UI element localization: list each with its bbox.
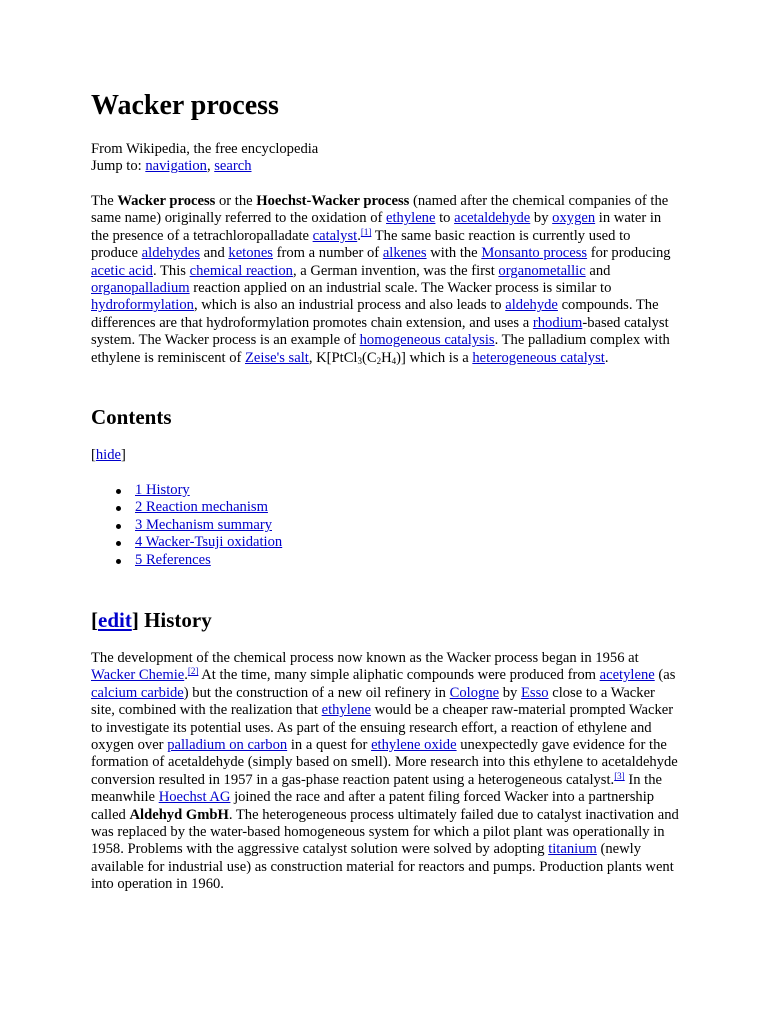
toc-item bbox=[91, 534, 282, 551]
source-line: From Wikipedia, the free encyclopedia bbox=[91, 141, 319, 157]
link-wacker-chemie[interactable]: Wacker Chemie bbox=[91, 667, 185, 684]
link-alkenes[interactable]: alkenes bbox=[382, 245, 427, 262]
jump-separator: , bbox=[206, 158, 215, 175]
toc-item bbox=[91, 482, 282, 499]
search-link[interactable]: search bbox=[214, 158, 252, 175]
link-cologne[interactable]: Cologne bbox=[449, 684, 500, 701]
toc-item bbox=[91, 499, 282, 516]
history-paragraph: The development of the chemical process now known as the Wacker process began in 1956 at Wacker Chemie.[2] At the time, many simple aliphatic compounds were produced from acetylene (as calcium carbide) but the construction of a new oil refinery in Cologne by Esso close to a Wacker site, combined with the realization that ethylene would be a cheaper raw-material prompted Wacker to investigate its potential uses. As part of the ensuing research effort, a reaction of ethylene and oxygen over palladium on carbon in a quest for ethylene oxide unexpectedly gave evidence for the formation of acetaldehyde (simply based on smell). More research into this ethylene to acetaldehyde conversion resulted in 1957 in a gas-phase reaction patent using a heterogeneous catalyst.[3] In the meanwhile Hoechst AG joined the race and after a patent filing forced Wacker into a partnership called Aldehyd GmbH. The heterogeneous process ultimately failed due to catalyst inactivation and was replaced by the water-based homogeneous system for which a pilot plant was operationally in 1958. Problems with the aggressive catalyst solution were solved by adopting titanium (newly available for industrial use) as construction material for reactors and pumps. Production plants went into operation in 1960. bbox=[91, 650, 679, 893]
link-monsanto-process[interactable]: Monsanto process bbox=[481, 245, 588, 262]
link-hoechst-ag[interactable]: Hoechst AG bbox=[158, 789, 231, 806]
bullet-icon bbox=[116, 541, 121, 546]
link-calcium-carbide[interactable]: calcium carbide bbox=[91, 684, 184, 701]
link-organopalladium[interactable]: organopalladium bbox=[91, 280, 190, 297]
intro-paragraph: The Wacker process or the Hoechst-Wacker process (named after the chemical companies of the same name) originally referred to the oxidation of ethylene to acetaldehyde by oxygen in water in the presence of a tetrachloropalladate catalyst.[1] The same basic reaction is currently used to produce aldehydes and ketones from a number of alkenes with the Monsanto process for producing acetic acid. This chemical reaction, a German invention, was the first organometallic and organopalladium reaction applied on an industrial scale. The Wacker process is similar to hydroformylation, which is also an industrial process and also leads to aldehyde compounds. The differences are that hydroformylation promotes chain extension, and uses a rhodium-based catalyst system. The Wacker process is an example of homogeneous catalysis. The palladium complex with ethylene is reminiscent of Zeise's salt, $K[PtCl_3(C_2H_4)]$ which is a heterogeneous catalyst. bbox=[91, 193, 671, 366]
term-aldehyd-gmbh: Aldehyd GmbH bbox=[129, 806, 229, 823]
toc-link-references[interactable]: 5 References bbox=[135, 551, 211, 568]
link-rhodium[interactable]: rhodium bbox=[532, 314, 583, 331]
toc-link-reaction-mechanism[interactable]: 2 Reaction mechanism bbox=[135, 499, 268, 516]
link-organometallic[interactable]: organometallic bbox=[498, 262, 586, 279]
bullet-icon bbox=[116, 524, 121, 529]
toc-link-history[interactable]: 1 History bbox=[135, 482, 190, 498]
toc-toggle: [hide] bbox=[91, 447, 126, 463]
link-oxygen[interactable]: oxygen bbox=[552, 210, 596, 227]
term-hoechst-wacker: Hoechst-Wacker process bbox=[256, 193, 410, 209]
link-ethylene[interactable]: ethylene bbox=[386, 210, 436, 227]
bullet-icon bbox=[116, 559, 121, 564]
link-ethylene-2[interactable]: ethylene bbox=[321, 702, 372, 719]
article-subtitle bbox=[91, 141, 681, 176]
link-acetic-acid[interactable]: acetic acid bbox=[91, 262, 153, 279]
link-ketones[interactable]: ketones bbox=[228, 245, 273, 262]
term-wacker-process: Wacker process bbox=[117, 193, 216, 209]
link-titanium[interactable]: titanium bbox=[548, 841, 597, 858]
edit-link[interactable]: edit bbox=[98, 608, 132, 632]
navigation-link[interactable]: navigation bbox=[145, 158, 207, 175]
link-ethylene-oxide[interactable]: ethylene oxide bbox=[371, 737, 457, 754]
toc-item bbox=[91, 517, 282, 534]
page-title: Wacker process bbox=[91, 90, 279, 121]
toc-link-wacker-tsuji[interactable]: 4 Wacker-Tsuji oxidation bbox=[135, 534, 283, 551]
contents-heading: Contents bbox=[91, 405, 172, 429]
link-chemical-reaction[interactable]: chemical reaction bbox=[189, 262, 293, 279]
jump-to-line bbox=[91, 158, 681, 175]
link-zeises-salt[interactable]: Zeise's salt bbox=[245, 349, 309, 366]
link-aldehydes[interactable]: aldehydes bbox=[141, 245, 201, 262]
toc-item bbox=[91, 552, 282, 569]
link-hydroformylation[interactable]: hydroformylation bbox=[91, 297, 194, 314]
table-of-contents bbox=[91, 482, 282, 569]
link-homogeneous-catalysis[interactable]: homogeneous catalysis bbox=[359, 332, 495, 349]
hide-link[interactable]: hide bbox=[95, 447, 122, 463]
bullet-icon bbox=[116, 506, 121, 511]
ref-1[interactable]: [1] bbox=[360, 226, 372, 237]
link-aldehyde[interactable]: aldehyde bbox=[505, 297, 558, 314]
ref-2[interactable]: [2] bbox=[187, 666, 199, 677]
link-heterogeneous-catalyst[interactable]: heterogeneous catalyst bbox=[472, 349, 605, 366]
bullet-icon bbox=[116, 489, 121, 494]
link-catalyst[interactable]: catalyst bbox=[312, 227, 358, 244]
toc-link-mechanism-summary[interactable]: 3 Mechanism summary bbox=[135, 516, 272, 533]
jump-to-label: Jump to: bbox=[91, 158, 146, 175]
link-acetylene[interactable]: acetylene bbox=[599, 667, 655, 684]
link-esso[interactable]: Esso bbox=[521, 684, 549, 701]
link-acetaldehyde[interactable]: acetaldehyde bbox=[454, 210, 531, 227]
history-heading: [edit] History bbox=[91, 608, 212, 632]
ref-3[interactable]: [3] bbox=[614, 770, 625, 781]
link-palladium-on-carbon[interactable]: palladium on carbon bbox=[167, 737, 288, 754]
